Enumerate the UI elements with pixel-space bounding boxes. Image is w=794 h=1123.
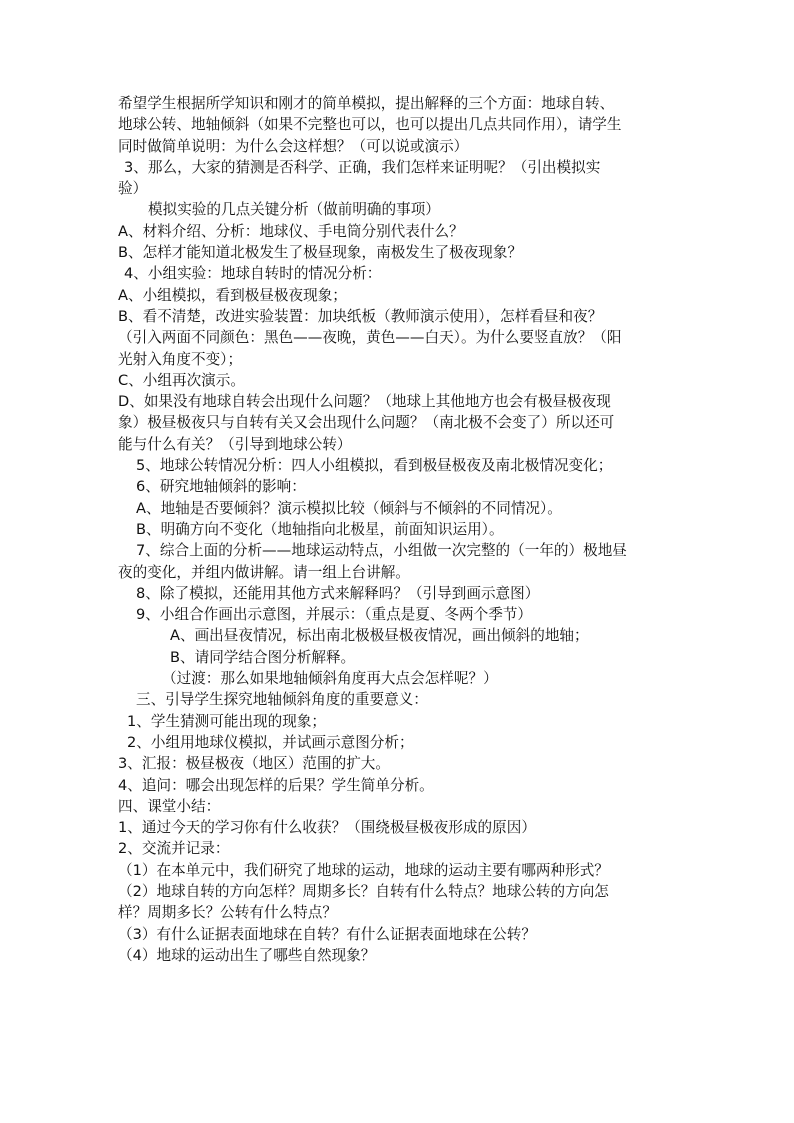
text-line: 1、学生猜测可能出现的现象； (127, 712, 327, 730)
text-line: 验） (118, 180, 148, 198)
text-line: 4、追问：哪会出现怎样的后果？学生简单分析。 (118, 776, 434, 794)
text-line: （2）地球自转的方向怎样？周期多长？自转有什么特点？地球公转的方向怎 (118, 882, 609, 900)
text-line: B、怎样才能知道北极发生了极昼现象，南极发生了极夜现象？ (118, 244, 523, 262)
text-line: C、小组再次演示。 (118, 371, 245, 389)
text-line: A、小组模拟，看到极昼极夜现象； (118, 286, 347, 304)
text-line: 光射入角度不变）； (118, 350, 243, 368)
text-line: 7、综合上面的分析——地球运动特点，小组做一次完整的（一年的）极地昼 (136, 542, 627, 560)
section-heading: 模拟实验的几点关键分析（做前明确的事项） (148, 201, 440, 219)
text-line: 地球公转、地轴倾斜（如果不完整也可以，也可以提出几点共同作用），请学生 (118, 116, 622, 134)
text-line: 3、那么，大家的猜测是否科学、正确，我们怎样来证明呢？（引出模拟实 (124, 158, 601, 176)
text-line: （过渡：那么如果地轴倾斜角度再大点会怎样呢？） (162, 670, 498, 688)
document-body (118, 93, 678, 966)
text-line: A、画出昼夜情况，标出南北极极昼极夜情况，画出倾斜的地轴； (170, 627, 589, 645)
text-line: 1、通过今天的学习你有什么收获？（围绕极昼极夜形成的原因） (118, 819, 536, 837)
text-line: A、地轴是否要倾斜？演示模拟比较（倾斜与不倾斜的不同情况）。 (136, 499, 562, 517)
text-line: 2、小组用地球仪模拟，并试画示意图分析； (127, 733, 414, 751)
text-line: （3）有什么证据表面地球在自转？有什么证据表面地球在公转？ (118, 925, 536, 943)
text-line: 8、除了模拟，还能用其他方式来解释吗？（引导到画示意图） (136, 584, 540, 602)
text-line: 4、小组实验：地球自转时的情况分析： (124, 265, 382, 283)
text-line: B、明确方向不变化（地轴指向北极星，前面知识运用）。 (136, 520, 504, 538)
text-line: 9、小组合作画出示意图，并展示：（重点是夏、冬两个季节） (136, 606, 533, 624)
text-line: 3、汇报：极昼极夜（地区）范围的扩大。 (118, 755, 390, 773)
text-line: B、请同学结合图分析解释。 (170, 648, 356, 666)
text-line: （1）在本单元中，我们研究了地球的运动，地球的运动主要有哪两种形式？ (118, 861, 609, 879)
text-line: 2、交流并记录： (118, 840, 230, 858)
text-line: B、看不清楚，改进实验装置：加块纸板（教师演示使用），怎样看昼和夜？ (118, 307, 603, 325)
text-line: 象）极昼极夜只与自转有关又会出现什么问题？（南北极不会变了）所以还可 (118, 414, 615, 432)
text-line: 夜的变化，并组内做讲解。请一组上台讲解。 (118, 563, 410, 581)
section-heading: 三、引导学生探究地轴倾斜角度的重要意义： (136, 691, 428, 709)
text-line: （4）地球的运动出生了哪些自然现象？ (118, 946, 376, 964)
section-heading: 四、课堂小结： (118, 797, 221, 815)
text-line: A、材料介绍、分析：地球仪、手电筒分别代表什么？ (118, 222, 464, 240)
text-line: （引入两面不同颜色：黑色——夜晚，黄色——白天）。为什么要竖直放？（阳 (118, 329, 622, 347)
text-line: 能与什么有关？（引导到地球公转） (118, 435, 352, 453)
text-line: 希望学生根据所学知识和刚才的简单模拟，提出解释的三个方面：地球自转、 (118, 95, 615, 112)
text-line: 同时做简单说明：为什么会这样想？（可以说或演示） (118, 137, 469, 155)
text-line: 6、研究地轴倾斜的影响： (136, 478, 306, 496)
text-line: 样？周期多长？公转有什么特点？ (118, 904, 337, 922)
text-line: D、如果没有地球自转会出现什么问题？（地球上其他地方也会有极昼极夜现 (118, 393, 611, 411)
text-line: 5、地球公转情况分析：四人小组模拟，看到极昼极夜及南北极情况变化； (136, 457, 613, 475)
